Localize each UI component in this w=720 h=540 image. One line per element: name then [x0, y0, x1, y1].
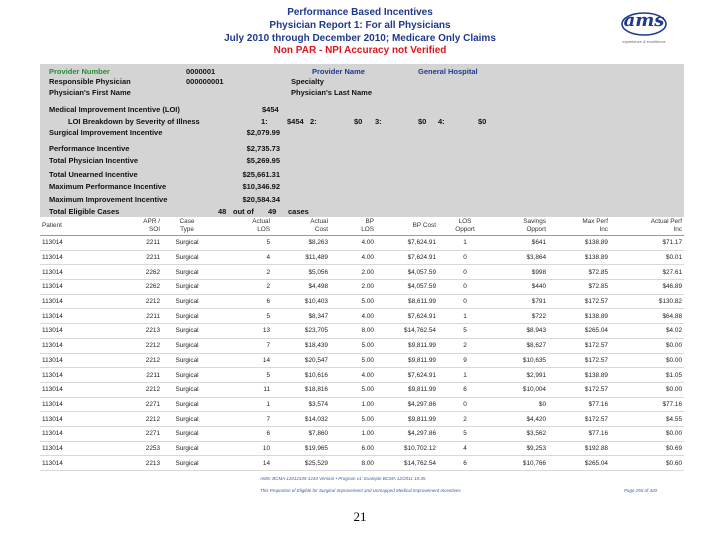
table-cell: $2,991 — [492, 368, 548, 383]
table-cell: $10,403 — [272, 294, 330, 309]
table-cell: $10,766 — [492, 456, 548, 471]
loi-1-label: 1: — [261, 117, 268, 126]
table-cell: $8,627 — [492, 338, 548, 353]
table-cell: $25,529 — [272, 456, 330, 471]
table-cell: $172.57 — [548, 382, 610, 397]
table-cell: $791 — [492, 294, 548, 309]
table-cell: 14 — [212, 456, 272, 471]
column-header-line: Inc — [599, 226, 608, 233]
table-cell: 5 — [212, 236, 272, 251]
table-cell: $7,624.91 — [376, 309, 438, 324]
table-cell: $4.02 — [610, 324, 684, 339]
table-cell: Surgical — [162, 412, 212, 427]
table-cell: $192.88 — [548, 441, 610, 456]
column-header — [108, 217, 162, 236]
table-cell: 113014 — [40, 250, 108, 265]
footer-page: Page 255 of 420 — [624, 488, 658, 493]
mii2-label: Maximum Improvement Incentive — [49, 195, 168, 204]
column-header-line: Actual — [310, 218, 328, 225]
last-name-label: Physician's Last Name — [291, 88, 372, 97]
column-header-line: LOS — [361, 226, 374, 233]
table-cell: $3,562 — [492, 426, 548, 441]
table-cell: $172.57 — [548, 294, 610, 309]
table-cell: $998 — [492, 265, 548, 280]
table-cell: Surgical — [162, 368, 212, 383]
footer-line-1: AMS: BCMA 12012345-1234 Version • Program v1: Example BCMA 12/2011 10:35 — [260, 476, 426, 481]
table-row — [40, 338, 684, 353]
slide-number: 21 — [353, 509, 367, 524]
table-cell: $11,489 — [272, 250, 330, 265]
report-warning: Non PAR - NPI Accuracy not Verified — [273, 45, 447, 56]
table-row — [40, 412, 684, 427]
table-cell: 0 — [438, 280, 492, 295]
table-cell: $9,253 — [492, 441, 548, 456]
column-header-line: Patient — [42, 222, 62, 229]
table-cell: 113014 — [40, 456, 108, 471]
table-cell: $20,547 — [272, 353, 330, 368]
table-cell: $9,811.99 — [376, 382, 438, 397]
table-cell: 5.00 — [330, 382, 376, 397]
table-cell: Surgical — [162, 280, 212, 295]
table-cell: $10,616 — [272, 368, 330, 383]
table-cell: 2 — [212, 280, 272, 295]
mii-value: $454 — [262, 105, 279, 114]
loi-2-value: $0 — [354, 117, 363, 126]
table-row — [40, 382, 684, 397]
table-cell: $0.01 — [610, 250, 684, 265]
table-cell: 2253 — [108, 441, 162, 456]
table-cell: 5 — [438, 324, 492, 339]
table-cell: 2213 — [108, 324, 162, 339]
table-cell: 5 — [438, 426, 492, 441]
responsible-physician-label: Responsible Physician — [49, 77, 131, 86]
column-header — [330, 217, 376, 236]
tui-label: Total Unearned Incentive — [49, 170, 138, 179]
table-cell: $19,965 — [272, 441, 330, 456]
table-cell: $1.05 — [610, 368, 684, 383]
table-cell: 2211 — [108, 236, 162, 251]
table-cell: 2211 — [108, 250, 162, 265]
table-cell: 0 — [438, 250, 492, 265]
table-cell: Surgical — [162, 441, 212, 456]
table-cell: $138.89 — [548, 250, 610, 265]
column-header — [40, 217, 108, 236]
loi-1-value: $454 — [287, 117, 304, 126]
table-cell: 4.00 — [330, 250, 376, 265]
table-header — [40, 217, 684, 236]
column-header-line: Type — [180, 226, 194, 233]
table-cell: 1 — [438, 309, 492, 324]
table-cell: Surgical — [162, 397, 212, 412]
table-cell: 113014 — [40, 265, 108, 280]
table-cell: 113014 — [40, 426, 108, 441]
table-cell: $77.16 — [548, 426, 610, 441]
table-cell: 1 — [212, 397, 272, 412]
summary-panel — [40, 64, 684, 217]
first-name-label: Physician's First Name — [49, 88, 131, 97]
table-cell: $77.16 — [548, 397, 610, 412]
provider-number-label: Provider Number — [49, 67, 110, 76]
table-cell: 7 — [212, 412, 272, 427]
table-cell: 113014 — [40, 324, 108, 339]
table-cell: Surgical — [162, 265, 212, 280]
table-cell: $0.00 — [610, 382, 684, 397]
table-cell: 113014 — [40, 382, 108, 397]
table-cell: $4,297.86 — [376, 426, 438, 441]
footer-line-2: This Proportion of Eligible for Surgical Improvement and Unmapped Medical Improvement Incentives — [260, 488, 461, 493]
table-cell: $0 — [492, 397, 548, 412]
table-cell: 2271 — [108, 426, 162, 441]
table-cell: 13 — [212, 324, 272, 339]
table-cell: $10,702.12 — [376, 441, 438, 456]
table-cell: $8,347 — [272, 309, 330, 324]
table-cell: 113014 — [40, 368, 108, 383]
table-cell: $27.61 — [610, 265, 684, 280]
table-cell: Surgical — [162, 250, 212, 265]
column-header — [212, 217, 272, 236]
table-cell: 113014 — [40, 280, 108, 295]
report-subtitle: Physician Report 1: For all Physicians — [269, 20, 451, 31]
table-cell: 5 — [212, 368, 272, 383]
column-header-line: Inc — [673, 226, 682, 233]
table-cell: 0 — [438, 265, 492, 280]
sii-value: $2,079.99 — [246, 128, 280, 137]
case-table — [40, 217, 684, 471]
table-body — [40, 236, 684, 471]
table-cell: $5,056 — [272, 265, 330, 280]
table-row — [40, 324, 684, 339]
table-cell: $138.89 — [548, 236, 610, 251]
table-cell: $265.04 — [548, 456, 610, 471]
table-cell: 5.00 — [330, 412, 376, 427]
table-cell: $7,860 — [272, 426, 330, 441]
table-cell: $641 — [492, 236, 548, 251]
table-cell: $8,943 — [492, 324, 548, 339]
logo-text: ams — [623, 10, 665, 31]
table-cell: $9,811.99 — [376, 353, 438, 368]
loi-label: LOI Breakdown by Severity of Illness — [68, 117, 200, 126]
perf-label: Performance Incentive — [49, 144, 130, 153]
table-cell: 8.00 — [330, 324, 376, 339]
table-cell: 14 — [212, 353, 272, 368]
table-cell: $46.89 — [610, 280, 684, 295]
table-row — [40, 265, 684, 280]
column-header-line: Max Perf — [582, 218, 608, 225]
tec-value: 48 — [218, 207, 227, 216]
table-cell: $172.57 — [548, 338, 610, 353]
table-cell: Surgical — [162, 309, 212, 324]
table-cell: $9,811.99 — [376, 412, 438, 427]
table-cell: $265.04 — [548, 324, 610, 339]
table-cell: 2211 — [108, 368, 162, 383]
table-cell: 113014 — [40, 294, 108, 309]
table-cell: 4 — [438, 441, 492, 456]
table-row — [40, 426, 684, 441]
mii-label: Medical Improvement Incentive (LOI) — [49, 105, 180, 114]
column-header-line: Opport — [455, 226, 475, 233]
table-cell: $172.57 — [548, 353, 610, 368]
table-cell: 113014 — [40, 353, 108, 368]
table-cell: $4,057.59 — [376, 265, 438, 280]
table-cell: $0.00 — [610, 426, 684, 441]
table-cell: $7,624.91 — [376, 250, 438, 265]
table-cell: 4.00 — [330, 309, 376, 324]
column-header — [438, 217, 492, 236]
table-row — [40, 280, 684, 295]
table-cell: 6 — [212, 426, 272, 441]
tec-label: Total Eligible Cases — [49, 207, 120, 216]
table-row — [40, 353, 684, 368]
specialty-label: Specialty — [291, 77, 324, 86]
table-cell: 2262 — [108, 265, 162, 280]
table-cell: 4.00 — [330, 368, 376, 383]
table-cell: Surgical — [162, 426, 212, 441]
table-cell: 113014 — [40, 397, 108, 412]
table-cell: 8.00 — [330, 456, 376, 471]
tec-cases: cases — [288, 207, 309, 216]
tpi-value: $5,269.95 — [246, 156, 280, 165]
mpi-label: Maximum Performance Incentive — [49, 182, 167, 191]
table-cell: 2262 — [108, 280, 162, 295]
table-cell: 6 — [212, 294, 272, 309]
table-cell: 6.00 — [330, 441, 376, 456]
column-header-line: APR / — [143, 218, 160, 225]
loi-4-value: $0 — [478, 117, 487, 126]
column-header — [610, 217, 684, 236]
table-cell: Surgical — [162, 236, 212, 251]
loi-4-label: 4: — [438, 117, 445, 126]
header-row — [40, 217, 684, 236]
table-cell: $4,297.86 — [376, 397, 438, 412]
table-cell: 5.00 — [330, 294, 376, 309]
table-row — [40, 441, 684, 456]
table-cell: 2271 — [108, 397, 162, 412]
table-cell: 9 — [438, 353, 492, 368]
mpi-value: $10,346.92 — [242, 182, 280, 191]
table-cell: 6 — [438, 456, 492, 471]
logo-subtext: experience & excellence — [622, 39, 666, 44]
column-header-line: Savings — [523, 218, 546, 225]
table-cell: 2 — [212, 265, 272, 280]
tui-value: $25,661.31 — [242, 170, 280, 179]
table-cell: Surgical — [162, 456, 212, 471]
column-header-line: Opport — [526, 226, 546, 233]
column-header — [492, 217, 548, 236]
table-cell: 2.00 — [330, 265, 376, 280]
table-cell: 2212 — [108, 338, 162, 353]
table-cell: 0 — [438, 397, 492, 412]
ams-logo — [620, 10, 668, 50]
table-cell: 2211 — [108, 309, 162, 324]
provider-name-label: Provider Name — [312, 67, 365, 76]
table-row — [40, 309, 684, 324]
perf-value: $2,735.73 — [246, 144, 280, 153]
column-header — [272, 217, 330, 236]
table-cell: 2 — [438, 412, 492, 427]
table-cell: Surgical — [162, 353, 212, 368]
table-cell: $4,498 — [272, 280, 330, 295]
table-cell: 113014 — [40, 338, 108, 353]
table-cell: $10,635 — [492, 353, 548, 368]
provider-number: 0000001 — [186, 67, 216, 76]
tec-out-of: out of — [233, 207, 254, 216]
table-cell: Surgical — [162, 324, 212, 339]
table-row — [40, 368, 684, 383]
column-header — [548, 217, 610, 236]
table-cell: $8,263 — [272, 236, 330, 251]
table-cell: $14,032 — [272, 412, 330, 427]
table-cell: 113014 — [40, 441, 108, 456]
table-cell: 1 — [438, 368, 492, 383]
table-row — [40, 250, 684, 265]
table-cell: $8,611.99 — [376, 294, 438, 309]
table-cell: $72.85 — [548, 280, 610, 295]
table-cell: 1.00 — [330, 397, 376, 412]
table-cell: $64.88 — [610, 309, 684, 324]
tpi-label: Total Physician Incentive — [49, 156, 139, 165]
loi-2-label: 2: — [310, 117, 317, 126]
table-cell: 2212 — [108, 412, 162, 427]
table-cell: 1 — [438, 236, 492, 251]
table-cell: $14,762.54 — [376, 324, 438, 339]
table-cell: $0.60 — [610, 456, 684, 471]
table-cell: $4.55 — [610, 412, 684, 427]
table-cell: 113014 — [40, 412, 108, 427]
table-cell: $10,004 — [492, 382, 548, 397]
provider-name: General Hospital — [418, 67, 478, 76]
tec-total: 49 — [268, 207, 277, 216]
table-cell: $9,811.99 — [376, 338, 438, 353]
table-cell: $138.89 — [548, 368, 610, 383]
table-cell: $0.69 — [610, 441, 684, 456]
table-cell: $18,439 — [272, 338, 330, 353]
column-header-line: Actual Perf — [650, 218, 682, 225]
loi-3-value: $0 — [418, 117, 427, 126]
table-cell: 2212 — [108, 382, 162, 397]
responsible-physician: 000000001 — [186, 77, 224, 86]
loi-3-label: 3: — [375, 117, 382, 126]
table-cell: 113014 — [40, 309, 108, 324]
table-cell: 5.00 — [330, 338, 376, 353]
column-header-line: LOS — [257, 226, 270, 233]
table-cell: 2 — [438, 338, 492, 353]
column-header-line: BP Cost — [412, 222, 436, 229]
table-row — [40, 294, 684, 309]
table-cell: 2.00 — [330, 280, 376, 295]
table-cell: $0.00 — [610, 338, 684, 353]
report-header — [0, 0, 720, 60]
table-cell: $440 — [492, 280, 548, 295]
mii2-value: $20,584.34 — [242, 195, 280, 204]
report-period: July 2010 through December 2010; Medicare Only Claims — [224, 33, 496, 44]
column-header — [162, 217, 212, 236]
column-header — [376, 217, 438, 236]
table-cell: $72.85 — [548, 265, 610, 280]
column-header-line: BP — [365, 218, 374, 225]
table-cell: $7,624.91 — [376, 368, 438, 383]
table-cell: 113014 — [40, 236, 108, 251]
table-cell: 5 — [212, 309, 272, 324]
table-cell: $0.00 — [610, 353, 684, 368]
table-cell: $71.17 — [610, 236, 684, 251]
table-row — [40, 397, 684, 412]
column-header-line: SOI — [148, 226, 160, 233]
column-header-line: Actual — [252, 218, 270, 225]
sii-label: Surgical Improvement Incentive — [49, 128, 163, 137]
column-header-line: Cost — [314, 226, 328, 233]
table-cell: 11 — [212, 382, 272, 397]
table-cell: 6 — [438, 382, 492, 397]
table-cell: $4,420 — [492, 412, 548, 427]
table-cell: 0 — [438, 294, 492, 309]
report-title: Performance Based Incentives — [287, 7, 433, 18]
table-row — [40, 236, 684, 251]
table-cell: 2212 — [108, 353, 162, 368]
table-cell: $14,762.54 — [376, 456, 438, 471]
table-cell: 4 — [212, 250, 272, 265]
table-cell: Surgical — [162, 382, 212, 397]
table-cell: $172.57 — [548, 412, 610, 427]
table-cell: $130.82 — [610, 294, 684, 309]
table-row — [40, 456, 684, 471]
table-cell: 4.00 — [330, 236, 376, 251]
table-cell: $722 — [492, 309, 548, 324]
table-cell: $7,624.91 — [376, 236, 438, 251]
table-cell: 7 — [212, 338, 272, 353]
table-cell: 2213 — [108, 456, 162, 471]
table-cell: 10 — [212, 441, 272, 456]
table-cell: $18,816 — [272, 382, 330, 397]
table-cell: Surgical — [162, 338, 212, 353]
table-cell: 5.00 — [330, 353, 376, 368]
table-cell: 1.00 — [330, 426, 376, 441]
table-cell: $23,705 — [272, 324, 330, 339]
column-header-line: LOS — [458, 218, 472, 225]
table-cell: $77.16 — [610, 397, 684, 412]
table-cell: Surgical — [162, 294, 212, 309]
column-header-line: Case — [179, 218, 195, 225]
table-cell: $3,864 — [492, 250, 548, 265]
table-cell: $138.89 — [548, 309, 610, 324]
table-cell: $3,574 — [272, 397, 330, 412]
table-cell: $4,057.59 — [376, 280, 438, 295]
table-cell: 2212 — [108, 294, 162, 309]
